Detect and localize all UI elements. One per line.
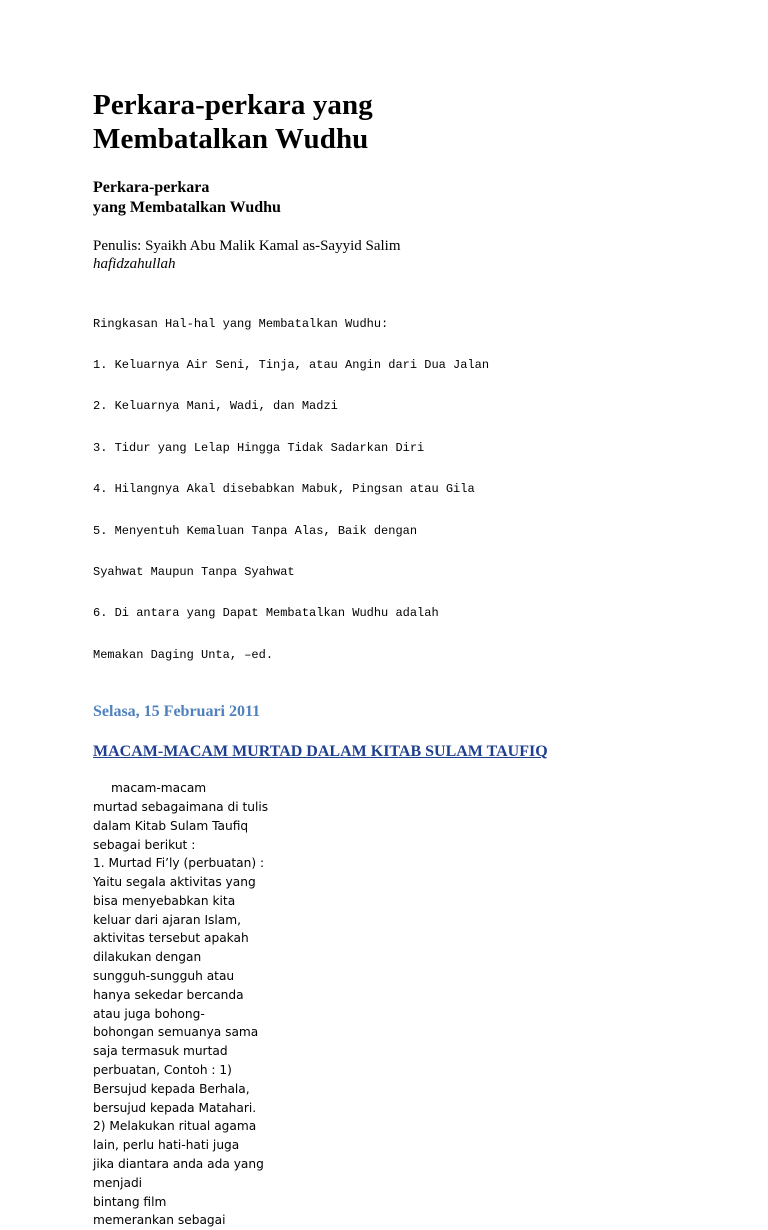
- author-block: [93, 237, 713, 273]
- article-subtitle: [93, 178, 713, 218]
- summary-line: 2. Keluarnya Mani, Wadi, dan Madzi: [93, 399, 338, 414]
- body-line: 2) Melakukan ritual agama: [93, 1119, 257, 1134]
- body-line: lain, perlu hati-hati juga: [93, 1138, 240, 1153]
- summary-line: 5. Menyentuh Kemaluan Tanpa Alas, Baik dengan: [93, 523, 418, 538]
- article-title-line: Membatalkan Wudhu: [93, 123, 369, 155]
- summary-line: Memakan Daging Unta, –ed.: [93, 647, 274, 662]
- body-line: perbuatan, Contoh : 1): [93, 1063, 232, 1078]
- body-line: sungguh-sungguh atau: [93, 969, 235, 984]
- summary-line: 3. Tidur yang Lelap Hingga Tidak Sadarkan Diri: [93, 440, 425, 455]
- body-line: Yaitu segala aktivitas yang: [93, 875, 256, 890]
- post-date: Selasa, 15 Februari 2011: [93, 703, 261, 721]
- body-line: bintang film: [93, 1194, 167, 1209]
- body-line: jika diantara anda ada yang: [93, 1157, 264, 1172]
- body-line: menjadi: [93, 1175, 143, 1190]
- body-line: dalam Kitab Sulam Taufiq: [93, 818, 249, 833]
- body-line: memerankan sebagai: [93, 1213, 226, 1228]
- article-title: [93, 88, 713, 156]
- document-page: [93, 88, 713, 1230]
- article-subtitle-line: yang Membatalkan Wudhu: [93, 199, 281, 216]
- body-line: sebagai berikut :: [93, 837, 196, 852]
- article-title-line: Perkara-perkara yang: [93, 89, 373, 121]
- body-line: macam-macam: [111, 781, 207, 796]
- body-line: bersujud kepada Matahari.: [93, 1100, 257, 1115]
- summary-line: 1. Keluarnya Air Seni, Tinja, atau Angin dari Dua Jalan: [93, 357, 490, 372]
- body-line: keluar dari ajaran Islam,: [93, 912, 242, 927]
- body-line: murtad sebagaimana di tulis: [93, 799, 269, 814]
- summary-line: 6. Di antara yang Dapat Membatalkan Wudhu adalah: [93, 606, 439, 621]
- post-body: [93, 779, 713, 1230]
- body-line: Bersujud kepada Berhala,: [93, 1081, 250, 1096]
- body-line: bohongan semuanya sama: [93, 1025, 259, 1040]
- body-line: bisa menyebabkan kita: [93, 893, 236, 908]
- post-title-link[interactable]: MACAM-MACAM MURTAD DALAM KITAB SULAM TAUFIQ: [93, 743, 548, 761]
- author-honorific: hafidzahullah: [93, 256, 176, 272]
- body-line: atau juga bohong-: [93, 1006, 205, 1021]
- summary-line: Ringkasan Hal-hal yang Membatalkan Wudhu:: [93, 316, 389, 331]
- body-line: aktivitas tersebut apakah: [93, 931, 249, 946]
- summary-line: Syahwat Maupun Tanpa Syahwat: [93, 564, 295, 579]
- article-subtitle-line: Perkara-perkara: [93, 179, 210, 196]
- body-line: dilakukan dengan: [93, 950, 202, 965]
- body-line: saja termasuk murtad: [93, 1044, 228, 1059]
- author-name: Penulis: Syaikh Abu Malik Kamal as-Sayyid Salim: [93, 238, 401, 254]
- body-line: 1. Murtad Fi’ly (perbuatan) :: [93, 856, 265, 871]
- body-line: hanya sekedar bercanda: [93, 987, 244, 1002]
- summary-list: [93, 290, 713, 690]
- summary-line: 4. Hilangnya Akal disebabkan Mabuk, Pingsan atau Gila: [93, 482, 475, 497]
